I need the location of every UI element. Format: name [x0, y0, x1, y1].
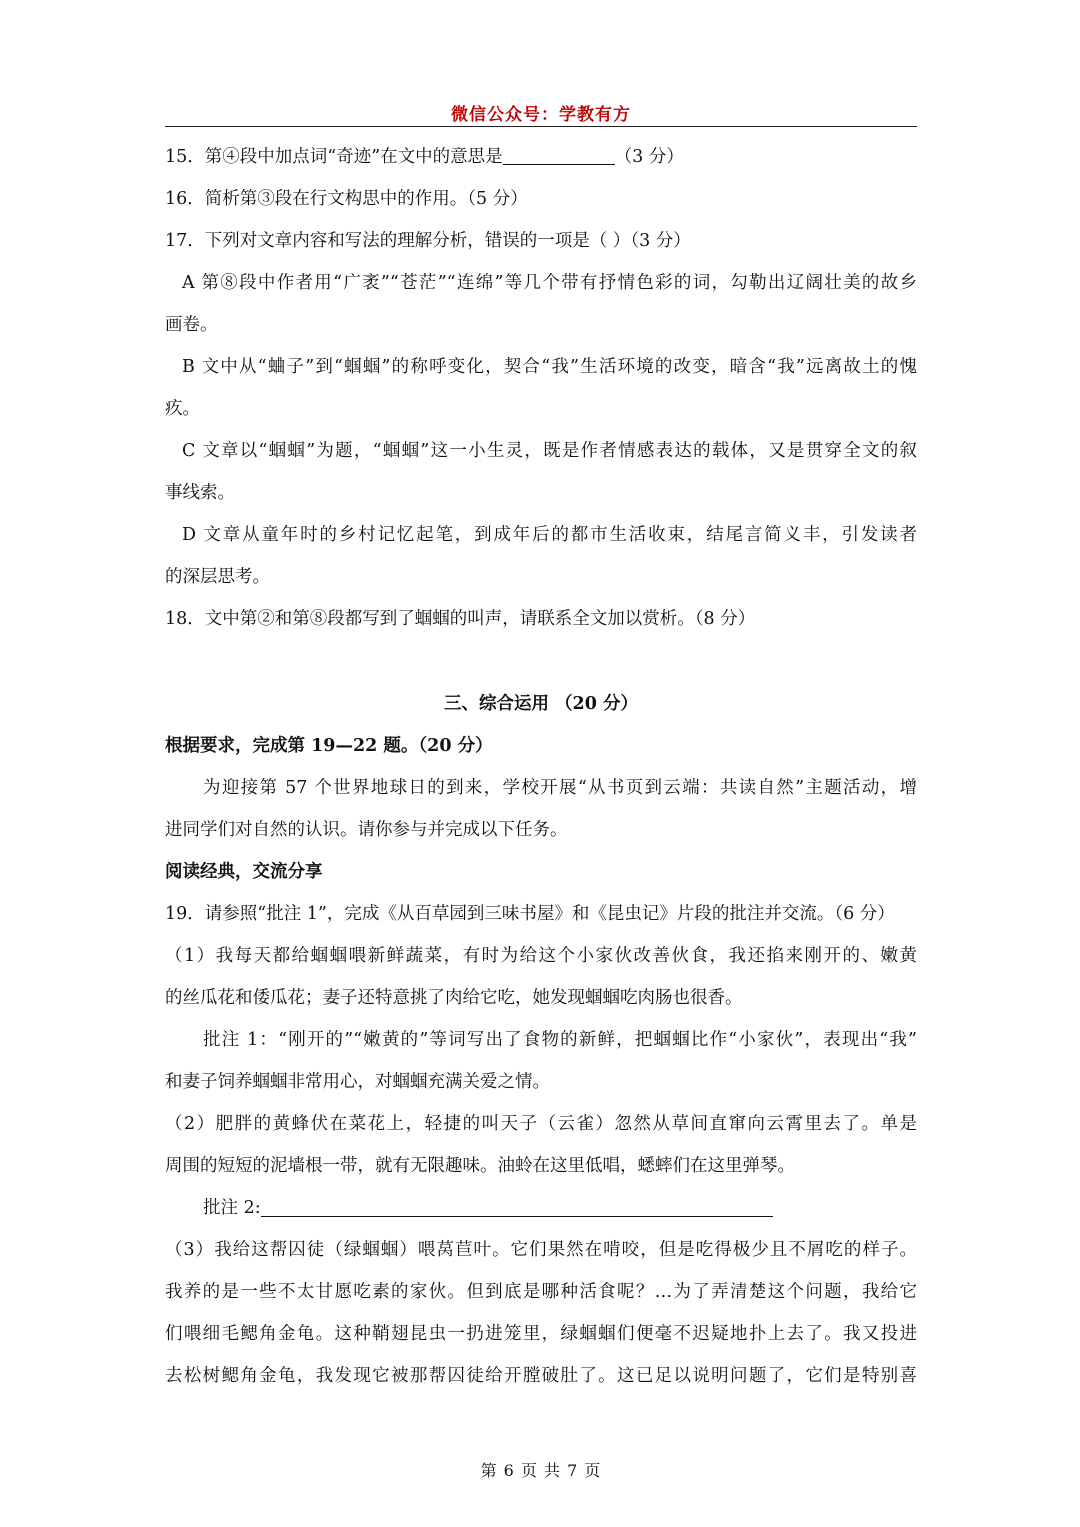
question-16: 16．简析第③段在行文构思中的作用。（5 分）: [165, 189, 528, 209]
header-rule: [165, 126, 917, 127]
passage-3-line1: （3）我给这帮囚徒（绿蝈蝈）喂莴苣叶。它们果然在啃咬，但是吃得极少且不屑吃的样子。: [165, 1240, 917, 1260]
header-watermark: 微信公众号：学教有方: [451, 105, 631, 125]
question-17: 17．下列对文章内容和写法的理解分析，错误的一项是（ ）（3 分）: [165, 231, 691, 251]
page-number: 第 6 页 共 7 页: [480, 1461, 602, 1480]
passage-3-line2: 我养的是一些不太甘愿吃素的家伙。但到底是哪种活食呢？…为了弄清楚这个问题，我给它: [165, 1282, 917, 1302]
question-15-score: （3 分）: [614, 147, 684, 167]
passage-2-line2: 周围的短短的泥墙根一带，就有无限趣味。油蛉在这里低唱，蟋蟀们在这里弹琴。: [165, 1156, 795, 1176]
intro-line1: 为迎接第 57 个世界地球日的到来，学校开展“从书页到云端：共读自然”主题活动，增: [203, 778, 917, 798]
option-b-line2: 疚。: [165, 399, 200, 419]
note-2-answer-blank: [261, 1196, 773, 1217]
answer-blank: [503, 144, 615, 165]
subheading: 阅读经典，交流分享: [165, 862, 323, 882]
passage-2-line1: （2）肥胖的黄蜂伏在菜花上，轻捷的叫天子（云雀）忽然从草间直窜向云霄里去了。单是: [165, 1114, 917, 1134]
intro-line2: 进同学们对自然的认识。请你参与并完成以下任务。: [165, 820, 568, 840]
page-content: [165, 136, 917, 1397]
option-c-line2: 事线索。: [165, 483, 235, 503]
passage-3-line4: 去松树鳃角金龟，我发现它被那帮囚徒给开膛破肚了。这已足以说明问题了，它们是特别喜: [165, 1366, 917, 1386]
passage-3-line3: 们喂细毛鳃角金龟。这种鞘翅昆虫一扔进笼里，绿蝈蝈们便毫不迟疑地扑上去了。我又投进: [165, 1324, 917, 1344]
note-2: [165, 1187, 917, 1229]
option-a-line2: 画卷。: [165, 315, 218, 335]
option-d-line1: D 文章从童年时的乡村记忆起笔，到成年后的都市生活收束，结尾言简义丰，引发读者: [182, 525, 917, 545]
passage-1-line2: 的丝瓜花和倭瓜花；妻子还特意挑了肉给它吃，她发现蝈蝈吃肉肠也很香。: [165, 988, 743, 1008]
section-3-title: 三、综合运用 （20 分）: [443, 694, 639, 714]
note-2-label: 批注 2:: [203, 1198, 261, 1218]
question-19: 19．请参照“批注 1”，完成《从百草园到三味书屋》和《昆虫记》片段的批注并交流。（6 分）: [165, 904, 895, 924]
question-18: 18．文中第②和第⑧段都写到了蝈蝈的叫声，请联系全文加以赏析。（8 分）: [165, 609, 756, 629]
question-15-text: 15．第④段中加点词“奇迹”在文中的意思是: [165, 147, 503, 167]
question-15: [165, 136, 917, 178]
option-b-line1: B 文中从“蛐子”到“蝈蝈”的称呼变化，契合“我”生活环境的改变，暗含“我”远离故土的愧: [182, 357, 917, 377]
section-3-instruction: 根据要求，完成第 19—22 题。（20 分）: [165, 736, 493, 756]
option-a-line1: A 第⑧段中作者用“广袤”“苍茫”“连绵”等几个带有抒情色彩的词，勾勒出辽阔壮美的故乡: [182, 273, 917, 293]
note-1-line1: 批注 1：“刚开的”“嫩黄的”等词写出了食物的新鲜，把蝈蝈比作“小家伙”，表现出“我”: [203, 1030, 917, 1050]
option-c-line1: C 文章以“蝈蝈”为题，“蝈蝈”这一小生灵，既是作者情感表达的载体，又是贯穿全文的叙: [182, 441, 917, 461]
passage-1-line1: （1）我每天都给蝈蝈喂新鲜蔬菜，有时为给这个小家伙改善伙食，我还掐来刚开的、嫩黄: [165, 946, 917, 966]
note-1-line2: 和妻子饲养蝈蝈非常用心，对蝈蝈充满关爱之情。: [165, 1072, 550, 1092]
option-d-line2: 的深层思考。: [165, 567, 270, 587]
